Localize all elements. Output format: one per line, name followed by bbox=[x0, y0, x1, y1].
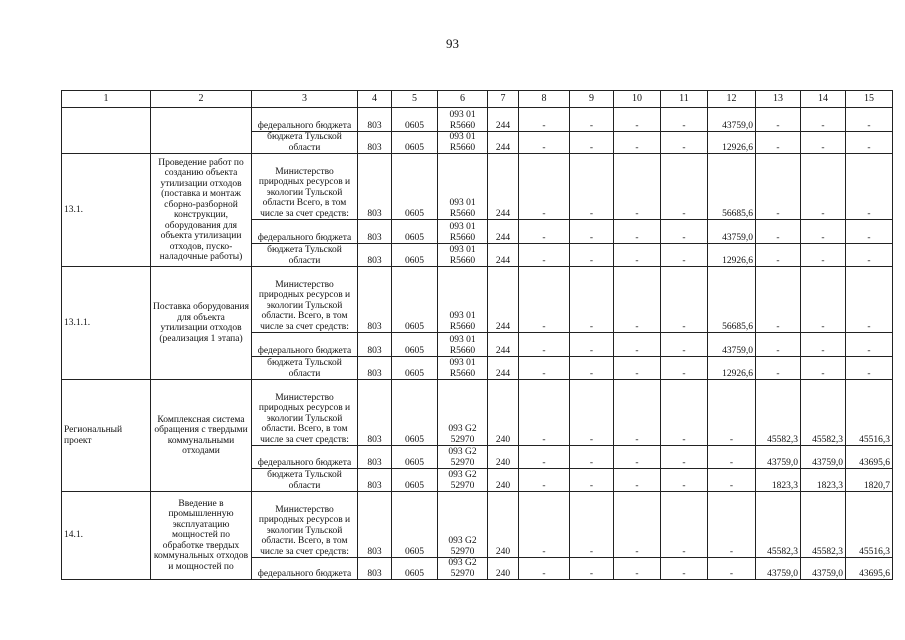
amount-c14: - bbox=[801, 244, 846, 267]
column-header-7: 7 bbox=[488, 91, 519, 108]
table-body bbox=[62, 108, 893, 580]
target-article-code bbox=[438, 357, 488, 380]
table-row bbox=[62, 154, 893, 220]
amount-c13: - bbox=[756, 244, 801, 267]
amount-c13: - bbox=[756, 333, 801, 357]
column-header-2: 2 bbox=[151, 91, 252, 108]
table-row bbox=[62, 267, 893, 333]
target-article-code bbox=[438, 558, 488, 580]
item-name: Поставка оборудования для объекта утилизации отходов (реализация 1 этапа) bbox=[151, 267, 252, 380]
amount-c12: - bbox=[708, 492, 756, 558]
amount-c11: - bbox=[661, 380, 708, 446]
expense-type-code: 244 bbox=[488, 154, 519, 220]
amount-c10: - bbox=[614, 357, 661, 380]
item-name: Проведение работ по созданию объекта утилизации отходов (поставка и монтаж сборно-разборной конструкции, оборудования для объекта утилизации отходов, пуско-наладочные работы) bbox=[151, 154, 252, 267]
column-header-10: 10 bbox=[614, 91, 661, 108]
amount-c10: - bbox=[614, 380, 661, 446]
target-article-part-1: 093 01 bbox=[449, 110, 476, 120]
executor-cell: бюджета Тульской области bbox=[252, 132, 358, 154]
item-number: 13.1. bbox=[62, 154, 151, 267]
executor-cell: федерального бюджета bbox=[252, 558, 358, 580]
column-header-6: 6 bbox=[438, 91, 488, 108]
amount-c14: - bbox=[801, 154, 846, 220]
item-number: 13.1.1. bbox=[62, 267, 151, 380]
amount-c15: 45516,3 bbox=[846, 492, 893, 558]
amount-c9: - bbox=[570, 244, 614, 267]
table-row bbox=[62, 380, 893, 446]
amount-c15: 43695,6 bbox=[846, 446, 893, 469]
column-header-4: 4 bbox=[358, 91, 392, 108]
amount-c14: 45582,3 bbox=[801, 380, 846, 446]
target-article-part-1: 093 01 bbox=[449, 198, 476, 208]
column-header-11: 11 bbox=[661, 91, 708, 108]
column-header-12: 12 bbox=[708, 91, 756, 108]
grbs-code: 803 bbox=[358, 244, 392, 267]
expense-type-code: 244 bbox=[488, 108, 519, 132]
grbs-code: 803 bbox=[358, 108, 392, 132]
expense-type-code: 240 bbox=[488, 492, 519, 558]
amount-c14: 45582,3 bbox=[801, 492, 846, 558]
target-article-part-1: 093 01 bbox=[449, 222, 476, 232]
amount-c9: - bbox=[570, 558, 614, 580]
column-header-14: 14 bbox=[801, 91, 846, 108]
amount-c12: 12926,6 bbox=[708, 132, 756, 154]
amount-c10: - bbox=[614, 558, 661, 580]
amount-c15: - bbox=[846, 154, 893, 220]
executor-cell: бюджета Тульской области bbox=[252, 357, 358, 380]
column-header-13: 13 bbox=[756, 91, 801, 108]
section-code: 0605 bbox=[392, 558, 438, 580]
target-article-part-1: 093 G2 bbox=[448, 447, 477, 457]
amount-c8: - bbox=[519, 492, 570, 558]
amount-c8: - bbox=[519, 108, 570, 132]
amount-c12: 12926,6 bbox=[708, 244, 756, 267]
amount-c9: - bbox=[570, 446, 614, 469]
amount-c14: - bbox=[801, 132, 846, 154]
amount-c13: 43759,0 bbox=[756, 446, 801, 469]
target-article-code bbox=[438, 380, 488, 446]
target-article-part-1: 093 G2 bbox=[448, 536, 477, 546]
amount-c14: - bbox=[801, 357, 846, 380]
amount-c10: - bbox=[614, 132, 661, 154]
grbs-code: 803 bbox=[358, 357, 392, 380]
executor-cell: федерального бюджета bbox=[252, 220, 358, 244]
amount-c8: - bbox=[519, 333, 570, 357]
target-article-code bbox=[438, 108, 488, 132]
amount-c11: - bbox=[661, 333, 708, 357]
amount-c12: - bbox=[708, 558, 756, 580]
amount-c10: - bbox=[614, 220, 661, 244]
amount-c12: 43759,0 bbox=[708, 333, 756, 357]
target-article-part-2: R5660 bbox=[449, 208, 476, 219]
amount-c11: - bbox=[661, 267, 708, 333]
amount-c9: - bbox=[570, 492, 614, 558]
amount-c12: 56685,6 bbox=[708, 154, 756, 220]
amount-c9: - bbox=[570, 357, 614, 380]
amount-c13: 1823,3 bbox=[756, 469, 801, 492]
amount-c12: 56685,6 bbox=[708, 267, 756, 333]
amount-c11: - bbox=[661, 154, 708, 220]
column-header-15: 15 bbox=[846, 91, 893, 108]
amount-c15: 1820,7 bbox=[846, 469, 893, 492]
target-article-code bbox=[438, 267, 488, 333]
executor-cell: Министерство природных ресурсов и экологии Тульской области Всего, в том числе за счет средств: bbox=[252, 154, 358, 220]
amount-c11: - bbox=[661, 244, 708, 267]
amount-c11: - bbox=[661, 446, 708, 469]
target-article-part-2: R5660 bbox=[449, 142, 476, 153]
target-article-code bbox=[438, 154, 488, 220]
amount-c14: - bbox=[801, 220, 846, 244]
amount-c9: - bbox=[570, 132, 614, 154]
amount-c13: - bbox=[756, 357, 801, 380]
section-code: 0605 bbox=[392, 108, 438, 132]
amount-c14: 43759,0 bbox=[801, 446, 846, 469]
amount-c10: - bbox=[614, 446, 661, 469]
amount-c15: - bbox=[846, 244, 893, 267]
executor-cell: федерального бюджета bbox=[252, 333, 358, 357]
executor-cell: Министерство природных ресурсов и экологии Тульской области. Всего, в том числе за счет средств: bbox=[252, 380, 358, 446]
section-code: 0605 bbox=[392, 132, 438, 154]
amount-c8: - bbox=[519, 220, 570, 244]
amount-c14: - bbox=[801, 333, 846, 357]
executor-cell: Министерство природных ресурсов и экологии Тульской области. Всего, в том числе за счет средств: bbox=[252, 267, 358, 333]
grbs-code: 803 bbox=[358, 132, 392, 154]
amount-c14: 43759,0 bbox=[801, 558, 846, 580]
amount-c11: - bbox=[661, 558, 708, 580]
column-header-9: 9 bbox=[570, 91, 614, 108]
target-article-code bbox=[438, 333, 488, 357]
executor-cell: Министерство природных ресурсов и экологии Тульской области. Всего, в том числе за счет средств: bbox=[252, 492, 358, 558]
amount-c10: - bbox=[614, 492, 661, 558]
amount-c10: - bbox=[614, 333, 661, 357]
executor-cell: федерального бюджета bbox=[252, 446, 358, 469]
target-article-part-2: R5660 bbox=[449, 368, 476, 379]
target-article-part-2: R5660 bbox=[449, 232, 476, 243]
target-article-part-1: 093 G2 bbox=[448, 424, 477, 434]
grbs-code: 803 bbox=[358, 469, 392, 492]
item-number: 14.1. bbox=[62, 492, 151, 580]
grbs-code: 803 bbox=[358, 154, 392, 220]
target-article-part-1: 093 01 bbox=[449, 311, 476, 321]
column-header-8: 8 bbox=[519, 91, 570, 108]
amount-c13: 43759,0 bbox=[756, 558, 801, 580]
amount-c12: 43759,0 bbox=[708, 220, 756, 244]
grbs-code: 803 bbox=[358, 220, 392, 244]
executor-cell: федерального бюджета bbox=[252, 108, 358, 132]
amount-c8: - bbox=[519, 132, 570, 154]
amount-c10: - bbox=[614, 108, 661, 132]
target-article-code bbox=[438, 446, 488, 469]
grbs-code: 803 bbox=[358, 492, 392, 558]
item-number: Региональный проект bbox=[62, 380, 151, 492]
section-code: 0605 bbox=[392, 244, 438, 267]
amount-c9: - bbox=[570, 220, 614, 244]
amount-c9: - bbox=[570, 154, 614, 220]
amount-c8: - bbox=[519, 380, 570, 446]
grbs-code: 803 bbox=[358, 380, 392, 446]
amount-c15: - bbox=[846, 357, 893, 380]
amount-c15: - bbox=[846, 108, 893, 132]
amount-c13: - bbox=[756, 220, 801, 244]
column-header-1: 1 bbox=[62, 91, 151, 108]
amount-c11: - bbox=[661, 108, 708, 132]
grbs-code: 803 bbox=[358, 558, 392, 580]
target-article-part-2: 52970 bbox=[450, 434, 475, 445]
amount-c8: - bbox=[519, 469, 570, 492]
section-code: 0605 bbox=[392, 469, 438, 492]
section-code: 0605 bbox=[392, 333, 438, 357]
amount-c13: - bbox=[756, 267, 801, 333]
amount-c10: - bbox=[614, 267, 661, 333]
expense-type-code: 244 bbox=[488, 267, 519, 333]
target-article-part-2: R5660 bbox=[449, 255, 476, 266]
amount-c11: - bbox=[661, 220, 708, 244]
amount-c8: - bbox=[519, 357, 570, 380]
amount-c15: 45516,3 bbox=[846, 380, 893, 446]
section-code: 0605 bbox=[392, 380, 438, 446]
amount-c15: - bbox=[846, 220, 893, 244]
amount-c14: 1823,3 bbox=[801, 469, 846, 492]
amount-c15: - bbox=[846, 267, 893, 333]
amount-c13: - bbox=[756, 108, 801, 132]
expense-type-code: 244 bbox=[488, 244, 519, 267]
amount-c8: - bbox=[519, 244, 570, 267]
amount-c13: - bbox=[756, 154, 801, 220]
expense-type-code: 244 bbox=[488, 333, 519, 357]
section-code: 0605 bbox=[392, 154, 438, 220]
target-article-part-1: 093 G2 bbox=[448, 558, 477, 568]
amount-c12: - bbox=[708, 469, 756, 492]
amount-c13: 45582,3 bbox=[756, 492, 801, 558]
amount-c8: - bbox=[519, 446, 570, 469]
amount-c13: 45582,3 bbox=[756, 380, 801, 446]
item-name bbox=[151, 108, 252, 154]
amount-c14: - bbox=[801, 267, 846, 333]
item-name: Комплексная система обращения с твердыми коммунальными отходами bbox=[151, 380, 252, 492]
amount-c12: 12926,6 bbox=[708, 357, 756, 380]
amount-c8: - bbox=[519, 267, 570, 333]
amount-c8: - bbox=[519, 154, 570, 220]
item-number bbox=[62, 108, 151, 154]
amount-c15: - bbox=[846, 132, 893, 154]
amount-c9: - bbox=[570, 108, 614, 132]
target-article-part-2: 52970 bbox=[450, 568, 475, 579]
section-code: 0605 bbox=[392, 267, 438, 333]
expense-type-code: 240 bbox=[488, 446, 519, 469]
expense-type-code: 240 bbox=[488, 380, 519, 446]
amount-c15: 43695,6 bbox=[846, 558, 893, 580]
target-article-code bbox=[438, 469, 488, 492]
executor-cell: бюджета Тульской области bbox=[252, 244, 358, 267]
target-article-part-2: 52970 bbox=[450, 546, 475, 557]
target-article-part-2: 52970 bbox=[450, 457, 475, 468]
amount-c11: - bbox=[661, 132, 708, 154]
target-article-part-2: 52970 bbox=[450, 480, 475, 491]
amount-c12: - bbox=[708, 380, 756, 446]
expense-type-code: 244 bbox=[488, 357, 519, 380]
target-article-part-1: 093 G2 bbox=[448, 470, 477, 480]
section-code: 0605 bbox=[392, 446, 438, 469]
expense-type-code: 240 bbox=[488, 469, 519, 492]
amount-c11: - bbox=[661, 469, 708, 492]
grbs-code: 803 bbox=[358, 333, 392, 357]
amount-c12: - bbox=[708, 446, 756, 469]
target-article-code bbox=[438, 132, 488, 154]
budget-table bbox=[61, 90, 893, 580]
amount-c10: - bbox=[614, 154, 661, 220]
target-article-part-2: R5660 bbox=[449, 321, 476, 332]
amount-c12: 43759,0 bbox=[708, 108, 756, 132]
table-row bbox=[62, 492, 893, 558]
amount-c11: - bbox=[661, 492, 708, 558]
amount-c9: - bbox=[570, 333, 614, 357]
target-article-part-2: R5660 bbox=[449, 120, 476, 131]
target-article-part-1: 093 01 bbox=[449, 358, 476, 368]
amount-c10: - bbox=[614, 469, 661, 492]
column-header-5: 5 bbox=[392, 91, 438, 108]
amount-c9: - bbox=[570, 469, 614, 492]
grbs-code: 803 bbox=[358, 446, 392, 469]
header-row bbox=[62, 91, 893, 108]
amount-c11: - bbox=[661, 357, 708, 380]
amount-c14: - bbox=[801, 108, 846, 132]
expense-type-code: 244 bbox=[488, 220, 519, 244]
amount-c9: - bbox=[570, 267, 614, 333]
target-article-code bbox=[438, 244, 488, 267]
section-code: 0605 bbox=[392, 357, 438, 380]
expense-type-code: 244 bbox=[488, 132, 519, 154]
target-article-code bbox=[438, 220, 488, 244]
amount-c10: - bbox=[614, 244, 661, 267]
target-article-part-1: 093 01 bbox=[449, 335, 476, 345]
grbs-code: 803 bbox=[358, 267, 392, 333]
section-code: 0605 bbox=[392, 492, 438, 558]
target-article-part-1: 093 01 bbox=[449, 245, 476, 255]
target-article-part-1: 093 01 bbox=[449, 132, 476, 142]
amount-c8: - bbox=[519, 558, 570, 580]
column-header-3: 3 bbox=[252, 91, 358, 108]
target-article-code bbox=[438, 492, 488, 558]
target-article-part-2: R5660 bbox=[449, 345, 476, 356]
table-row bbox=[62, 108, 893, 132]
amount-c13: - bbox=[756, 132, 801, 154]
section-code: 0605 bbox=[392, 220, 438, 244]
item-name: Введение в промышленную эксплуатацию мощностей по обработке твердых коммунальных отходов и мощностей по bbox=[151, 492, 252, 580]
amount-c9: - bbox=[570, 380, 614, 446]
executor-cell: бюджета Тульской области bbox=[252, 469, 358, 492]
expense-type-code: 240 bbox=[488, 558, 519, 580]
page-number: 93 bbox=[446, 36, 459, 51]
amount-c15: - bbox=[846, 333, 893, 357]
